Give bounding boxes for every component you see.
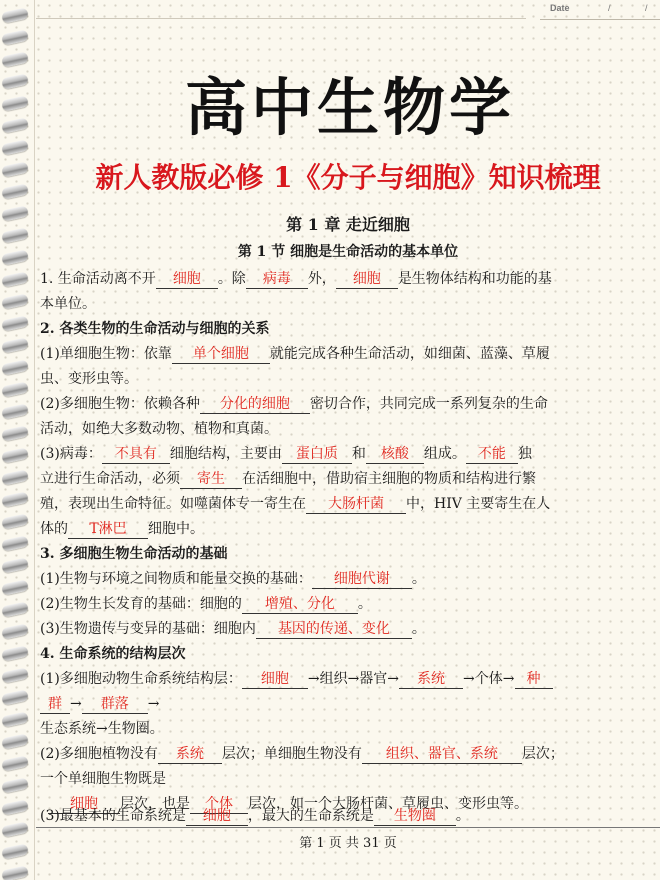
binder-ring — [1, 117, 29, 133]
binder-ring — [1, 29, 29, 45]
binder-ring — [1, 381, 29, 397]
text: 层次，如一个大肠杆菌、草履虫、变形虫等。 — [248, 796, 528, 812]
answer-blank: 基因的传递、变化 — [256, 620, 412, 639]
text-line — [40, 619, 426, 639]
binder-spine — [0, 0, 30, 880]
text: (2)多细胞生物：依赖各种 — [40, 396, 200, 412]
answer-blank: 细胞代谢 — [312, 570, 412, 589]
footer-rule — [36, 827, 660, 828]
binder-ring — [1, 711, 29, 727]
answer-blank: 增殖、分化 — [242, 595, 358, 614]
margin-line — [34, 0, 35, 880]
binder-ring — [1, 337, 29, 353]
text: →组织→器官→ — [307, 671, 400, 687]
answer-blank: 群落 — [82, 695, 148, 714]
answer-blank: 系统 — [399, 670, 463, 689]
answer-blank: 单个细胞 — [172, 345, 270, 364]
binder-ring — [1, 447, 29, 463]
binder-ring — [1, 799, 29, 815]
text: (3)生物遗传与变异的基础：细胞内 — [40, 621, 256, 637]
text-line — [40, 469, 536, 489]
text: 组成。 — [423, 446, 466, 462]
section-heading: 第 1 节 细胞是生命活动的基本单位 — [237, 244, 459, 260]
binder-ring — [1, 623, 29, 639]
binder-ring — [1, 205, 29, 221]
text: 。除 — [217, 271, 246, 287]
text: (3)最基本的生命系统是 — [40, 808, 186, 824]
binder-ring — [1, 227, 29, 243]
binder-ring — [1, 843, 29, 859]
text: 细胞中。 — [148, 521, 204, 537]
text: 本单位。 — [40, 296, 96, 312]
binder-ring — [1, 183, 29, 199]
text: 。 — [411, 621, 426, 637]
answer-blank: 大肠杆菌 — [306, 495, 406, 514]
answer-blank: 种 — [515, 670, 553, 689]
text: 细胞结构，主要由 — [169, 446, 282, 462]
text-line — [40, 369, 138, 389]
text: 是生物体结构和功能的基 — [397, 271, 552, 287]
text-line — [40, 594, 372, 614]
binder-ring — [1, 579, 29, 595]
answer-blank: 群 — [40, 695, 70, 714]
text-line — [40, 669, 553, 689]
text: 。 — [357, 596, 372, 612]
text: 层次，也是 — [120, 796, 190, 812]
text-line — [40, 269, 552, 289]
text-line — [40, 444, 532, 464]
text: 中，HIV 主要寄生在人 — [406, 496, 551, 512]
date-separator: / — [608, 3, 611, 13]
text: 虫、变形虫等。 — [40, 371, 138, 387]
text-line — [40, 519, 204, 539]
text: 生态系统→生物圈。 — [40, 721, 164, 737]
binder-ring — [1, 557, 29, 573]
binder-ring — [1, 535, 29, 551]
text: 。 — [411, 571, 426, 587]
text: → — [70, 696, 82, 712]
binder-ring — [1, 865, 29, 880]
answer-blank: 组织、器官、系统 — [362, 745, 522, 764]
text: 层次；单细胞生物没有 — [221, 746, 362, 762]
text-line — [40, 344, 550, 364]
item-heading: 4. 生命系统的结构层次 — [40, 646, 186, 662]
item-heading: 3. 多细胞生物生命活动的基础 — [40, 546, 228, 562]
answer-blank: 细胞 — [156, 270, 218, 289]
text-line — [40, 719, 164, 739]
answer-blank: 细胞 — [336, 270, 398, 289]
text-line — [40, 744, 564, 764]
text-line — [40, 569, 426, 589]
answer-blank: 细胞 — [48, 795, 120, 814]
binder-ring — [1, 271, 29, 287]
text: (2)生物生长发育的基础：细胞的 — [40, 596, 242, 612]
answer-blank: 系统 — [158, 745, 222, 764]
text: (1)多细胞动物生命系统结构层： — [40, 671, 242, 687]
binder-ring — [1, 7, 29, 23]
binder-ring — [1, 821, 29, 837]
text: (2)多细胞植物没有 — [40, 746, 158, 762]
text: ，最大的生命系统是 — [247, 808, 374, 824]
binder-ring — [1, 689, 29, 705]
binder-ring — [1, 491, 29, 507]
text: 立进行生命活动，必须 — [40, 471, 180, 487]
text: 和 — [351, 446, 366, 462]
answer-blank: 蛋白质 — [282, 445, 352, 464]
answer-blank: 不具有 — [102, 445, 170, 464]
answer-blank: 寄生 — [180, 470, 242, 489]
text: 一个单细胞生物既是 — [40, 771, 166, 787]
text: (3)病毒： — [40, 446, 102, 462]
binder-ring — [1, 249, 29, 265]
text: (1)单细胞生物：依靠 — [40, 346, 172, 362]
text: 就能完成各种生命活动，如细菌、蓝藻、草履 — [269, 346, 550, 362]
answer-blank: 生物圈 — [374, 807, 456, 826]
binder-ring — [1, 601, 29, 617]
binder-ring — [1, 51, 29, 67]
date-separator: / — [645, 3, 648, 13]
binder-ring — [1, 425, 29, 441]
text: 外， — [307, 271, 336, 287]
item-heading: 2. 各类生物的生命活动与细胞的关系 — [40, 321, 270, 337]
text-line — [40, 394, 548, 414]
text-line — [40, 294, 96, 314]
answer-blank: 核酸 — [366, 445, 424, 464]
text: → — [147, 696, 160, 712]
text: 层次； — [521, 746, 564, 762]
answer-blank: 分化的细胞 — [200, 395, 310, 414]
text-line-p4-3 — [40, 806, 470, 826]
binder-ring — [1, 73, 29, 89]
page-subtitle: 新人教版必修 1《分子与细胞》知识梳理 — [95, 161, 601, 194]
binder-ring — [1, 95, 29, 111]
binder-ring — [1, 513, 29, 529]
binder-ring — [1, 139, 29, 155]
text: 在活细胞中，借助宿主细胞的物质和结构进行繁 — [242, 471, 536, 487]
text-line — [40, 419, 278, 439]
binder-ring — [1, 755, 29, 771]
binder-ring — [1, 315, 29, 331]
text: 密切合作，共同完成一系列复杂的生命 — [309, 396, 548, 412]
header-rule — [36, 18, 526, 19]
date-box — [540, 0, 660, 20]
answer-blank: 不能 — [466, 445, 518, 464]
binder-ring — [1, 469, 29, 485]
binder-ring — [1, 359, 29, 375]
binder-ring — [1, 645, 29, 661]
text: 1. 生命活动离不开 — [40, 271, 156, 287]
answer-blank: 细胞 — [186, 807, 248, 826]
binder-ring — [1, 161, 29, 177]
text: 独 — [517, 446, 532, 462]
answer-blank: 细胞 — [242, 670, 308, 689]
binder-ring — [1, 733, 29, 749]
binder-ring — [1, 777, 29, 793]
date-label: Date — [550, 3, 570, 13]
page-number: 第 1 页 共 31 页 — [299, 836, 397, 851]
binder-ring — [1, 403, 29, 419]
text: →个体→ — [463, 671, 515, 687]
binder-ring — [1, 667, 29, 683]
text-line — [40, 494, 550, 514]
text: 殖，表现出生命特征。如噬菌体专一寄生在 — [40, 496, 306, 512]
text: 体的 — [40, 521, 68, 537]
text-line — [40, 694, 159, 714]
text-line — [40, 769, 166, 789]
page-title: 高中生物学 — [184, 71, 515, 144]
text: 。 — [455, 808, 470, 824]
answer-blank: 个体 — [190, 795, 248, 814]
binder-ring — [1, 293, 29, 309]
text: (1)生物与环境之间物质和能量交换的基础： — [40, 571, 312, 587]
chapter-heading: 第 1 章 走近细胞 — [286, 215, 410, 234]
text: 活动，如绝大多数动物、植物和真菌。 — [40, 421, 278, 437]
answer-blank: 病毒 — [246, 270, 308, 289]
answer-blank: T淋巴 — [68, 520, 148, 539]
